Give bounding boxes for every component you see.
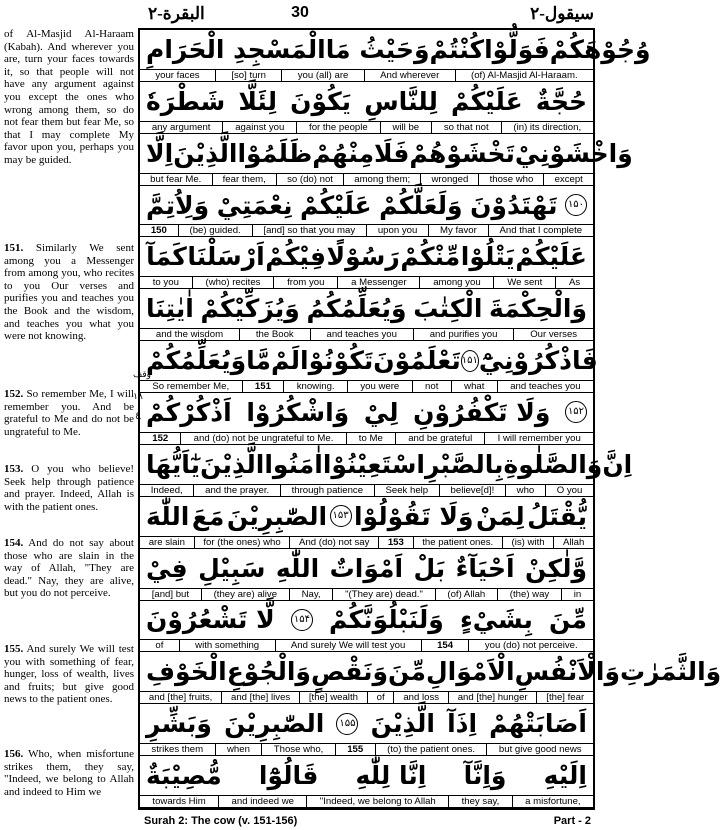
translation-cell: [the] wealth — [299, 692, 367, 703]
translation-cell: (who) recites — [192, 277, 274, 288]
arabic-word: اِنَّا لِلّٰهِ — [355, 761, 427, 791]
arabic-word: مَعَ — [191, 501, 225, 531]
arabic-word: اَحْيَآءٌ — [455, 553, 515, 583]
arabic-line — [140, 289, 593, 328]
arabic-word: مِنْهُمْ — [312, 138, 375, 168]
translation-cell: those who — [478, 174, 543, 185]
arabic-word: لِئَلَّا — [238, 86, 277, 116]
translation-cell: a Messenger — [337, 277, 419, 288]
arabic-word: عَلَيْكُمْ — [451, 86, 523, 116]
translation-cell: So remember Me, — [152, 381, 230, 393]
ayah-number-marker: ۱۵۵ — [336, 713, 358, 735]
arabic-word: لِمَنْ — [475, 501, 525, 531]
arabic-word: عَلَيْكُمْ — [300, 190, 372, 220]
commentary-paragraph: 152. So remember Me, I will remember you. And be grateful to Me and do not be ungrateful to Me. — [4, 388, 134, 438]
arabic-word: تَخْشَوْهُمْ — [409, 138, 515, 168]
translation-cell: and purifies you — [413, 329, 514, 340]
translation-cell: O you — [545, 485, 593, 496]
translation-line — [140, 588, 593, 601]
translation-cell: and the prayer. — [193, 485, 279, 496]
page-number: 30 — [291, 4, 309, 21]
arabic-word: يُّقْتَلُ — [527, 501, 587, 531]
translation-cell: when — [215, 744, 262, 755]
translation-cell: Our verses — [513, 329, 593, 340]
translation-cell: so that not — [431, 122, 501, 133]
translation-cell: wronged — [420, 174, 478, 185]
translation-cell: (in) its direction, — [501, 122, 593, 133]
arabic-word: يٰٓاَيُّهَا — [146, 449, 201, 479]
arabic-word: تَعْلَمُوْنَ — [373, 346, 461, 376]
translation-cell: I will remember you — [484, 433, 593, 444]
commentary-paragraph: 154. And do not say about those who are slain in the way of Allah, "They are dead." Nay, they are alive, but you do not perceive. — [4, 537, 134, 600]
translation-cell: Allah — [553, 537, 593, 548]
arabic-word: بِشَيْءٍ — [459, 605, 533, 635]
translation-cell: knowing. — [283, 381, 347, 392]
footer-part-number: Part - 2 — [553, 815, 591, 827]
arabic-word: وَلَا تَكْفُرُوْنِ — [413, 397, 551, 427]
translation-cell: (of) Al-Masjid Al-Haraam. — [455, 70, 593, 81]
translation-cell: of — [367, 692, 394, 703]
translation-cell: will be — [380, 122, 431, 133]
arabic-word: اِلَّا — [146, 138, 174, 168]
arabic-word: وَالثَّمَرٰتِ — [620, 657, 721, 687]
translation-cell: among them; — [343, 174, 420, 185]
arabic-word: كُنْتُمْ — [429, 34, 485, 64]
footer-surah-reference: Surah 2: The cow (v. 151-156) — [144, 815, 298, 827]
translation-cell: and indeed we — [218, 796, 306, 807]
translation-cell: with something — [179, 640, 275, 651]
translation-cell: your faces — [155, 69, 200, 81]
translation-cell: against you — [222, 122, 296, 133]
arabic-word: اَذْكُرْكُمْ — [146, 397, 232, 427]
arabic-word: فِيْكُمْ — [265, 242, 326, 272]
translation-cell: the patient ones. — [413, 537, 502, 548]
arabic-word: وَاشْكُرُوْا — [246, 397, 350, 427]
commentary-paragraph: 153. O you who believe! Seek help through patience and prayer. Indeed, Allah is with the patient ones. — [4, 463, 134, 513]
page-footer — [138, 812, 595, 830]
translation-cell: in — [561, 589, 593, 600]
arabic-word: وَلَنَبْلُوَنَّكُمْ — [329, 605, 444, 635]
arabic-word: وَيُزَكِّيْكُمْ — [200, 294, 300, 324]
translation-cell: you (do) not perceive. — [468, 640, 593, 651]
translation-line — [140, 121, 593, 134]
translation-line — [140, 536, 593, 549]
arabic-line — [140, 756, 593, 795]
arabic-line — [140, 186, 593, 225]
arabic-word: بِالصَّبْرِ — [424, 449, 504, 479]
translation-cell: Nay, — [289, 589, 333, 600]
translation-cell: Those who, — [261, 744, 334, 755]
arabic-word: اٰيٰتِنَا — [146, 294, 194, 324]
translation-line — [140, 743, 593, 756]
arabic-word: وَاِنَّآ — [463, 761, 507, 791]
arabic-word: لَّا تَشْعُرُوْنَ — [146, 605, 275, 635]
translation-cell: [the] fear — [536, 692, 593, 703]
arabic-word: فَوَلُّوْا — [484, 34, 550, 64]
commentary-paragraph: 156. Who, when misfortune strikes them, they say, "Indeed, we belong to Allah and indeed to Him we — [4, 748, 134, 798]
translation-cell: a misfortune, — [512, 796, 593, 807]
arabic-word: فَلَا — [374, 138, 410, 168]
arabic-word: اِذَآ — [447, 709, 478, 739]
arabic-line — [140, 704, 593, 743]
arabic-word: تَهْتَدُوْنَ — [470, 190, 558, 220]
translation-cell: (the) way — [497, 589, 561, 600]
translation-cell: what — [451, 381, 497, 392]
translation-cell: they say, — [448, 796, 512, 807]
translation-cell: [so] turn — [215, 70, 281, 81]
arabic-word: يَتْلُوْا — [460, 242, 515, 272]
translation-cell: upon you — [366, 225, 428, 236]
arabic-line — [140, 393, 593, 432]
commentary-paragraph: 155. And surely We will test you with something of fear, hunger, loss of wealth, lives and fruits; but give good news to the patient ones. — [4, 643, 134, 706]
translation-cell: for the people — [296, 122, 379, 133]
arabic-line — [140, 30, 651, 69]
arabic-word: بَلْ — [413, 553, 446, 583]
arabic-word: عَلَيْكُمْ — [515, 242, 587, 272]
translation-cell: strikes them — [151, 744, 204, 756]
translation-cell: and (do) not be ungrateful to Me. — [180, 433, 345, 444]
arabic-line — [140, 601, 593, 640]
translation-cell: the Book — [239, 329, 310, 340]
arabic-word: وَالْاَنْفُسِ — [514, 657, 621, 687]
translation-cell: from you — [273, 277, 337, 288]
arabic-word: الْاَمْوَالِ — [425, 657, 515, 687]
translation-cell: And wherever — [364, 70, 455, 81]
translation-cell: you (all) are — [281, 70, 363, 81]
arabic-word: مَّا — [246, 346, 272, 376]
translation-line — [140, 795, 593, 808]
translation-cell: My favor — [428, 225, 487, 236]
arabic-line — [140, 445, 633, 484]
commentary-paragraph: of Al-Masjid Al-Haraam (Kabah). And wherever you are, turn your faces towards it, so that people will not have any argument against you except the ones who wrong among them, so do not fear them but fear Me, so that I may complete My favor upon you, perhaps you may be guided. — [4, 28, 134, 166]
arabic-word: وَحَيْثُ مَا — [325, 34, 430, 64]
arabic-word: رَسُوْلًا — [326, 242, 400, 272]
translation-line — [140, 69, 593, 82]
arabic-word: وَيُعَلِّمُكُمْ — [146, 346, 247, 376]
translation-cell: And that I complete — [488, 225, 593, 236]
arabic-word: اَرْسَلْنَا — [187, 242, 265, 272]
translation-line — [140, 173, 593, 186]
ruku-number-mark: ١٨ — [133, 392, 143, 402]
arabic-word: الصّٰبِرِيْنَ — [226, 501, 328, 531]
translation-cell: not — [412, 381, 451, 392]
arabic-word: الَّذِيْنَ — [200, 449, 265, 479]
arabic-line — [140, 497, 593, 536]
translation-cell: Indeed, — [150, 484, 183, 496]
arabic-line — [140, 341, 598, 380]
arabic-word: وَبَشِّرِ — [146, 709, 212, 739]
translation-cell: you were — [347, 381, 412, 392]
translation-cell: and teaches you — [497, 381, 593, 392]
translation-cell: [and] but — [151, 588, 190, 600]
arabic-word: مِّنَ — [388, 657, 426, 687]
translation-cell: 153 — [378, 537, 412, 548]
arabic-word: سَبِيْلِ — [198, 553, 266, 583]
translation-cell: of — [155, 640, 164, 652]
arabic-word: اِلَيْهِ — [543, 761, 587, 791]
surah-name-arabic: البقرة-٢ — [148, 4, 205, 23]
translation-cell: and be grateful — [395, 433, 484, 444]
translation-cell: and loss — [393, 692, 447, 703]
translation-line — [140, 432, 593, 445]
arabic-word: اَمْوَاتٌ — [329, 553, 404, 583]
translation-cell: 151 — [242, 381, 284, 392]
arabic-word: اللّٰهَ — [146, 501, 190, 531]
translation-line — [140, 224, 593, 237]
translation-cell: except — [543, 174, 593, 185]
translation-cell: (of) Allah — [435, 589, 497, 600]
arabic-word: الْكِتٰبَ — [413, 294, 483, 324]
arabic-word: الَّذِيْنَ — [173, 138, 238, 168]
ayah-number-marker: ۱۵۲ — [565, 401, 587, 423]
translation-cell: who — [505, 485, 545, 496]
translation-cell: and [the] hunger — [448, 692, 537, 703]
translation-cell: 155 — [335, 744, 375, 755]
arabic-word: اِنَّ — [602, 449, 633, 479]
translation-cell: We sent — [493, 277, 555, 288]
arabic-word: مُّصِيْبَةٌ — [146, 761, 222, 791]
translation-cell: "(They are) dead." — [332, 589, 434, 600]
ayah-number-marker: ۱۵۱ — [461, 350, 479, 372]
translation-cell: (they are) alive — [201, 589, 289, 600]
translation-cell: for (the ones) who — [194, 537, 290, 548]
arabic-word: اللّٰهِ — [275, 553, 320, 583]
translation-line — [140, 639, 593, 652]
translation-cell: 150 — [150, 225, 167, 237]
arabic-word: الْخَوْفِ — [146, 657, 227, 687]
arabic-line — [140, 237, 593, 276]
arabic-word: وَلَا تَقُوْلُوْا — [353, 501, 474, 531]
arabic-word: قَالُوْٓا — [258, 761, 319, 791]
translation-cell: Seek help — [374, 485, 439, 496]
arabic-word: وَلَعَلَّكُمْ — [379, 190, 463, 220]
arabic-word: لِلنَّاسِ — [364, 86, 438, 116]
commentary-paragraph: 151. Similarly We sent among you a Messenger from among you, who recites to you Our verses and purifies you and teaches you the Book and the wisdom, and teaches you what you were not knowing. — [4, 242, 134, 343]
waqf-mark: وقف — [133, 370, 151, 380]
translation-cell: but fear Me. — [150, 173, 202, 185]
translation-line — [140, 691, 593, 704]
arabic-word: وَاخْشَوْنِيْ — [514, 138, 633, 168]
arabic-word: يَكُوْنَ — [290, 86, 352, 116]
translation-cell: to Me — [346, 433, 395, 444]
arabic-word: وَلِاُتِمَّ — [146, 190, 210, 220]
translation-cell: 154 — [421, 640, 469, 651]
quran-text-frame — [138, 28, 721, 810]
ayah-number-marker: ۱۵۳ — [330, 505, 352, 527]
translation-cell: any argument — [151, 121, 211, 133]
arabic-word: شَطْرَهٗ — [146, 86, 226, 116]
translation-cell: so (do) not — [276, 174, 343, 185]
page-header — [0, 0, 600, 26]
arabic-word: اٰمَنُوا — [264, 449, 323, 479]
arabic-word: اسْتَعِيْنُوْا — [322, 449, 425, 479]
arabic-word: الصّٰبِرِيْنَ — [224, 709, 325, 739]
ruku-mark: ع — [135, 410, 141, 420]
translation-cell: are slain — [148, 536, 185, 548]
translation-cell: And (do) not say — [289, 537, 378, 548]
translation-cell: (is) with — [502, 537, 553, 548]
arabic-word: تَكُوْنُوْا — [300, 346, 374, 376]
translation-cell: 152 — [152, 432, 169, 444]
arabic-word: حُجَّةٌ — [535, 86, 587, 116]
arabic-word: لِيْ — [363, 397, 399, 427]
translation-cell: and teaches you — [310, 329, 413, 340]
arabic-word: نِعْمَتِيْ — [216, 190, 293, 220]
arabic-word: اَصَابَتْهُمْ — [489, 709, 587, 739]
translation-cell: towards Him — [152, 796, 206, 807]
translation-cell: among you — [419, 277, 493, 288]
arabic-word: وَالصَّلٰوةِ — [503, 449, 603, 479]
translation-cell: And surely We will test you — [275, 640, 421, 651]
arabic-word: مِّنَ — [549, 605, 587, 635]
translation-line — [140, 276, 593, 289]
arabic-line — [140, 82, 593, 121]
translation-cell: through patience — [280, 485, 374, 496]
translation-cell: fear them, — [212, 174, 276, 185]
arabic-line — [140, 549, 593, 588]
translation-line — [140, 380, 593, 393]
arabic-word: مِّنْكُمْ — [400, 242, 461, 272]
translation-cell: (to) the patient ones. — [375, 744, 487, 755]
translation-cell: As — [555, 277, 593, 288]
translation-cell: and [the] lives — [221, 692, 299, 703]
translation-cell: (be) guided. — [178, 225, 252, 236]
ayah-number-marker: ۱۵۰ — [565, 194, 587, 216]
arabic-word: ظَلَمُوْا — [237, 138, 313, 168]
arabic-word: كَمَآ — [146, 242, 187, 272]
translation-cell: and [the] fruits, — [148, 692, 213, 704]
arabic-word: الْمَسْجِدِ الْحَرَامِ — [146, 34, 326, 64]
translation-line — [140, 328, 593, 341]
arabic-word: وَالْجُوْعِ — [226, 657, 311, 687]
arabic-word: وَيُعَلِّمُكُمُ — [306, 294, 407, 324]
arabic-word: فَاذْكُرُوْنِيْٓ — [478, 346, 598, 376]
translation-cell: "Indeed, we belong to Allah — [306, 796, 448, 807]
translation-cell: and the wisdom — [155, 329, 224, 341]
arabic-word: وُجُوْهَكُمْ — [549, 34, 651, 64]
arabic-word: لَمْ — [271, 346, 301, 376]
arabic-word: وَالْحِكْمَةَ — [489, 294, 587, 324]
ayah-number-marker: ۱۵۴ — [291, 609, 313, 631]
arabic-line — [140, 652, 721, 691]
arabic-line — [140, 134, 633, 173]
translation-cell: but give good news — [486, 744, 593, 755]
arabic-word: وَّلٰكِنْ — [525, 553, 587, 583]
arabic-word: الَّذِيْنَ — [370, 709, 435, 739]
translation-cell: believe[d]! — [439, 485, 505, 496]
translation-line — [140, 484, 593, 497]
arabic-word: وَنَقْصٍ — [310, 657, 388, 687]
translation-cell: to you — [152, 277, 179, 289]
juz-name-arabic: سيقول-٢ — [530, 4, 594, 23]
arabic-word: فِيْ — [146, 553, 188, 583]
translation-cell: [and] so that you may — [252, 225, 366, 236]
